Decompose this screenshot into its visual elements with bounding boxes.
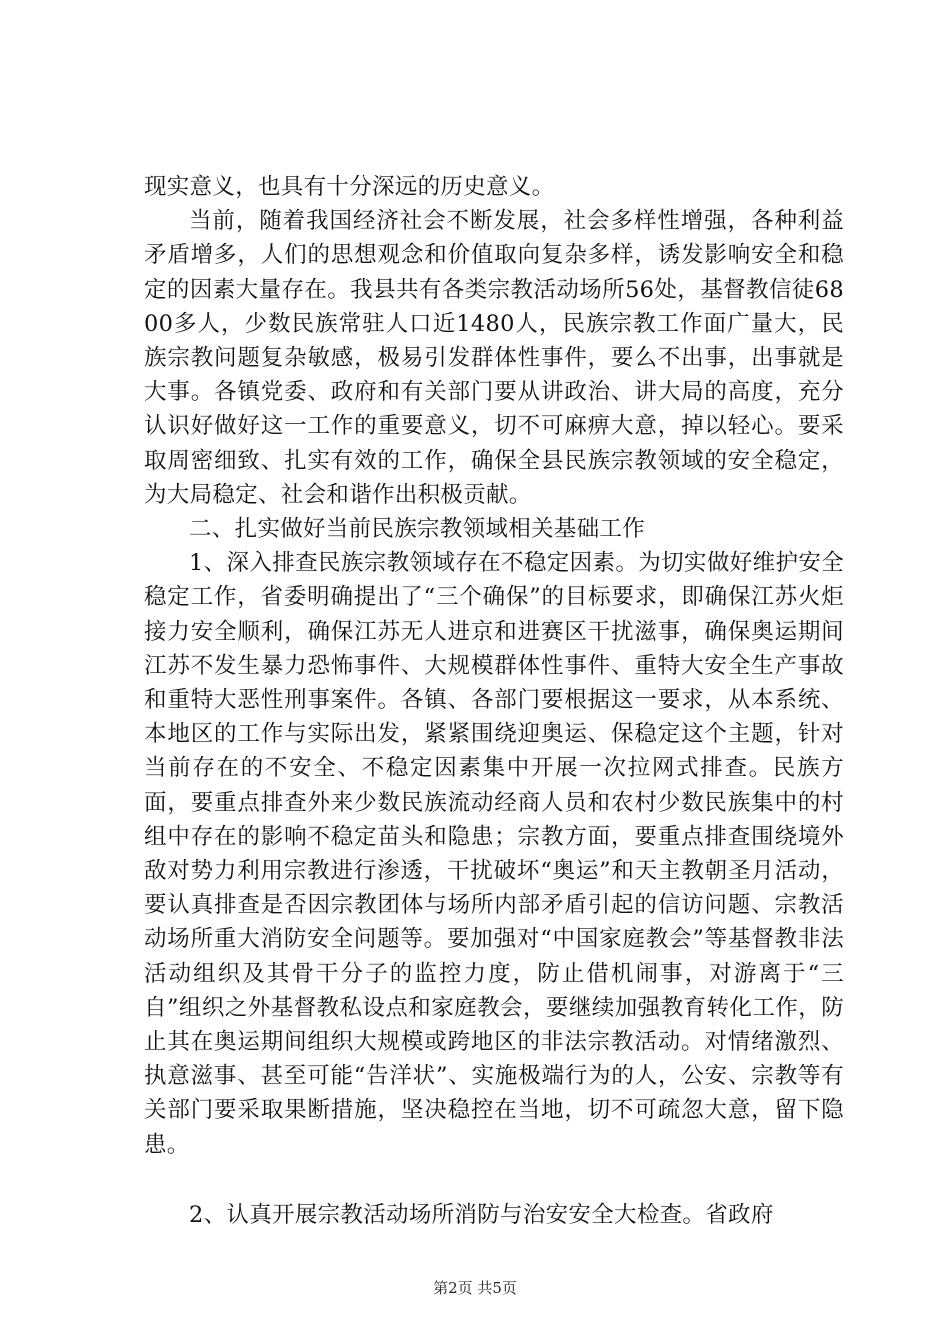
paragraph-continuation: 现实意义，也具有十分深远的历史意义。 xyxy=(144,174,555,200)
page-footer: 第2页 共5页 xyxy=(433,1279,517,1297)
section-heading-2: 二、扎实做好当前民族宗教领域相关基础工作 xyxy=(189,516,646,543)
paragraph-item-2: 2、认真开展宗教活动场所消防与治安安全大检查。省政府 xyxy=(189,1201,774,1228)
paragraph-current-situation: 当前，随着我国经济社会不断发展，社会多样性增强，各种利益矛盾增多，人们的思想观念和价值取向复杂多样，诱发影响安全和稳定的因素大量存在。我县共有各类宗教活动场所56处，基督教信徒6800多人，少数民族常驻人口近1480人，民族宗教工作面广量大，民族宗教问题复杂敏感，极易引发群体性事件，要么不出事，出事就是大事。各镇党委、政府和有关部门要从讲政治、讲大局的高度，充分认识好做好这一工作的重要意义，切不可麻痹大意，掉以轻心。要采取周密细致、扎实有效的工作，确保全县民族宗教领域的安全稳定，为大局稳定、社会和谐作出积极贡献。 xyxy=(144,208,844,508)
paragraph-item-1: 1、深入排查民族宗教领域存在不稳定因素。为切实做好维护安全稳定工作，省委明确提出了“三个确保”的目标要求，即确保江苏火炬接力安全顺利，确保江苏无人进京和进赛区干扰滋事，确保奥运期间江苏不发生暴力恐怖事件、大规模群体性事件、重特大安全生产事故和重特大恶性刑事案件。各镇、各部门要根据这一要求，从本系统、本地区的工作与实际出发，紧紧围绕迎奥运、保稳定这个主题，针对当前存在的不安全、不稳定因素集中开展一次拉网式排查。民族方面，要重点排查外来少数民族流动经商人员和农村少数民族集中的村组中存在的影响不稳定苗头和隐患；宗教方面，要重点排查围绕境外敌对势力利用宗教进行渗透，干扰破坏“奥运”和天主教朝圣月活动，要认真排查是否因宗教团体与场所内部矛盾引起的信访问题、宗教活动场所重大消防安全问题等。要加强对“中国家庭教会”等基督教非法活动组织及其骨干分子的监控力度，防止借机闹事，对游离于“三自”组织之外基督教私设点和家庭教会，要继续加强教育转化工作，防止其在奥运期间组织大规模或跨地区的非法宗教活动。对情绪激烈、执意滋事、甚至可能“告洋状”、实施极端行为的人，公安、宗教等有关部门要采取果断措施，坚决稳控在当地，切不可疏忽大意，留下隐患。 xyxy=(144,550,844,1158)
document-body xyxy=(144,170,844,1232)
